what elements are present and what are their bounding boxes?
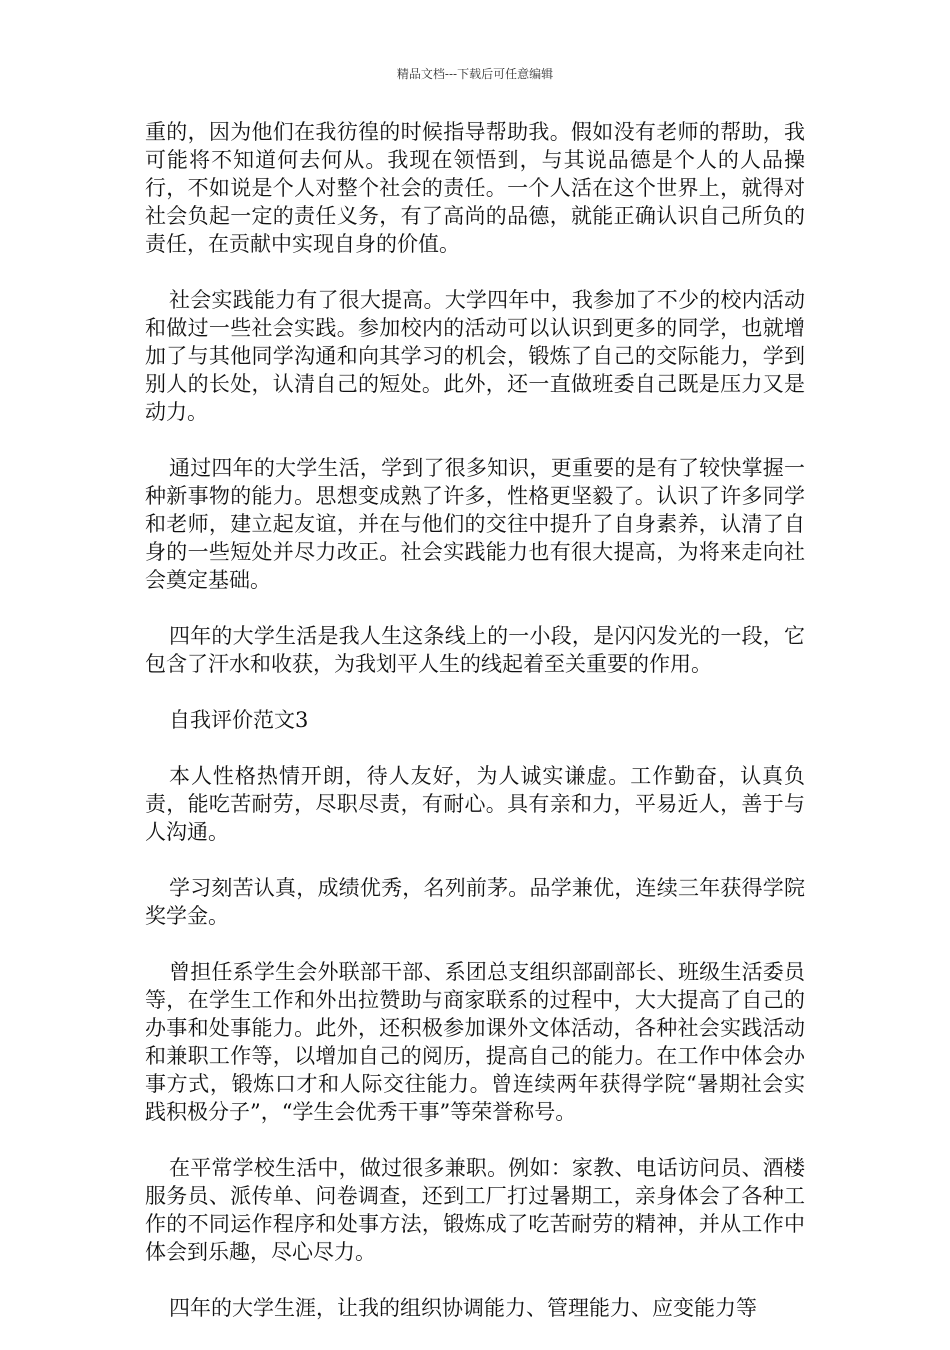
- section-heading: 自我评价范文3: [169, 708, 309, 732]
- paragraph-6: 学习刻苦认真，成绩优秀，名列前茅。品学兼优，连续三年获得学院奖学金。: [145, 876, 805, 928]
- document-body: [145, 118, 805, 1350]
- paragraph-4: 四年的大学生活是我人生这条线上的一小段，是闪闪发光的一段，它包含了汗水和收获，为我划平人生的线起着至关重要的作用。: [145, 624, 805, 676]
- paragraph-7: 曾担任系学生会外联部干部、系团总支组织部副部长、班级生活委员等，在学生工作和外出拉赞助与商家联系的过程中，大大提高了自己的办事和处事能力。此外，还积极参加课外文体活动，各种社会实践活动和兼职工作等，以增加自己的阅历，提高自己的能力。在工作中体会办事方式，锻炼口才和人际交往能力。曾连续两年获得学院“暑期社会实践积极分子”，“学生会优秀干事”等荣誉称号。: [145, 960, 805, 1124]
- paragraph-1: 重的，因为他们在我彷徨的时候指导帮助我。假如没有老师的帮助，我可能将不知道何去何从。我现在领悟到，与其说品德是个人的人品操行，不如说是个人对整个社会的责任。一个人活在这个世界上，就得对社会负起一定的责任义务，有了高尚的品德，就能正确认识自己所负的责任，在贡献中实现自身的价值。: [145, 120, 805, 256]
- paragraph-3: 通过四年的大学生活，学到了很多知识，更重要的是有了较快掌握一种新事物的能力。思想变成熟了许多，性格更坚毅了。认识了许多同学和老师，建立起友谊，并在与他们的交往中提升了自身素养，认清了自身的一些短处并尽力改正。社会实践能力也有很大提高，为将来走向社会奠定基础。: [145, 456, 805, 592]
- paragraph-5: 本人性格热情开朗，待人友好，为人诚实谦虚。工作勤奋，认真负责，能吃苦耐劳，尽职尽责，有耐心。具有亲和力，平易近人，善于与人沟通。: [145, 764, 805, 844]
- paragraph-2: 社会实践能力有了很大提高。大学四年中，我参加了不少的校内活动和做过一些社会实践。参加校内的活动可以认识到更多的同学，也就增加了与其他同学沟通和向其学习的机会，锻炼了自己的交际能力，学到别人的长处，认清自己的短处。此外，还一直做班委自己既是压力又是动力。: [145, 288, 805, 424]
- page-header: 精品文档---下载后可任意编辑: [396, 67, 554, 81]
- paragraph-9: 四年的大学生涯，让我的组织协调能力、管理能力、应变能力等: [169, 1296, 757, 1320]
- paragraph-8: 在平常学校生活中，做过很多兼职。例如：家教、电话访问员、酒楼服务员、派传单、问卷调查，还到工厂打过暑期工，亲身体会了各种工作的不同运作程序和处事方法，锻炼成了吃苦耐劳的精神，并从工作中体会到乐趣，尽心尽力。: [145, 1156, 805, 1264]
